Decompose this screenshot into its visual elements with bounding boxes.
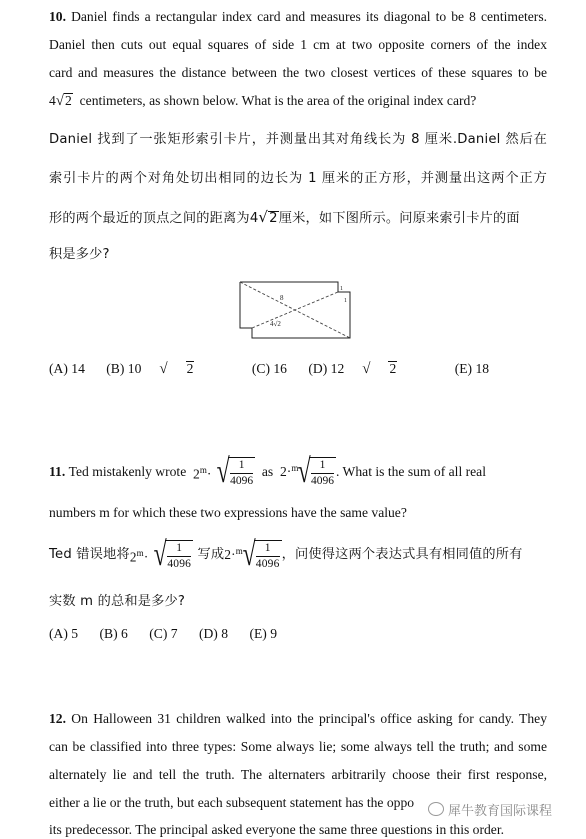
sqrt-symbol: √2 — [55, 93, 72, 109]
index-card-diagram — [236, 280, 356, 340]
short-distance-line — [252, 292, 338, 328]
q10-option-a: (A) 14 — [49, 361, 85, 376]
q11-zh-line2: 实数 m 的总和是多少? — [49, 594, 186, 609]
sqrt-fraction-2: m √ 1 4096 — [291, 453, 334, 490]
label-short: 4√2 — [270, 320, 281, 328]
q10-zh-line3: 形的两个最近的顶点之间的距离为4√2厘米，如下图所示。问原来索引卡片的面 — [49, 208, 520, 226]
q10-options — [49, 360, 507, 378]
expr-3: $2^m\cdot$ — [129, 547, 149, 565]
expr-1: $2^m\cdot$ — [193, 464, 212, 482]
q11-en-line2: numbers m for which these two expressions have the same value? — [49, 505, 407, 520]
q11-en-b: . What is the sum of all real — [336, 464, 486, 479]
q10-en-line4 — [49, 92, 476, 110]
q11-en-a: Ted mistakenly wrote — [68, 464, 187, 479]
q12-line-2: can be classified into three types: Some always lie; some always tell the truth; and some — [49, 739, 547, 754]
watermark-text: 犀牛教育国际课程 — [448, 804, 553, 819]
q12-number: 12. — [49, 711, 66, 726]
q12-line-4: either a lie or the truth, but each subsequent statement has the oppo — [49, 795, 415, 810]
label-side-a: 1 — [340, 286, 343, 292]
label-side-b: 1 — [344, 298, 347, 304]
q12-line-3: alternately lie and tell the truth. The alternaters arbitrarily choose their first response, — [49, 767, 547, 782]
q10-en-line1: Daniel finds a rectangular index card and measures its diagonal to be 8 centimeters. — [71, 9, 548, 24]
q10-option-e: (E) 18 — [454, 361, 490, 376]
q12-line-5: its predecessor. The principal asked everyone the same three questions in this order. — [49, 822, 505, 837]
q11-en-as: as — [261, 464, 274, 479]
q11-option-d: (D) 8 — [198, 626, 229, 641]
q11-options — [49, 625, 295, 643]
q11-option-a: (A) 5 — [49, 626, 79, 641]
q10-number: 10. — [49, 9, 66, 24]
q11-option-b: (B) 6 — [99, 626, 128, 641]
expr-2: 2· — [279, 464, 292, 479]
q11-option-c: (C) 7 — [149, 626, 178, 641]
q11-zh-line1: Ted 错误地将 $2^m\cdot$ √ 1 4096 写成 2· m √ 1 4096 ，问使得这两个表达式具有相同值的所有 — [49, 536, 523, 573]
q10-zh-line4: 积是多少? — [49, 247, 110, 262]
q10-en-line3: card and measures the distance between the two closest vertices of these squares to be — [49, 65, 547, 80]
q10-zh-line1: Daniel 找到了一张矩形索引卡片，并测量出其对角线长为 8 厘米.Daniel 然后在 — [49, 132, 547, 147]
q10-zh-line2: 索引卡片的两个对角处切出相同的边长为 1 厘米的正方形，并测量出这两个正方 — [49, 171, 547, 186]
q10-en-line4-num: 4 — [49, 93, 56, 108]
sqrt-fraction-3: √ 1 4096 — [154, 536, 192, 573]
q10-option-c: (C) 16 — [251, 361, 287, 376]
q10-option-b: (B) 10 √ 2 — [106, 361, 194, 377]
q11-number: 11. — [49, 464, 66, 479]
q10-en-line2: Daniel then cuts out equal squares of side 1 cm at two opposite corners of the index — [49, 37, 547, 52]
q11-line-1 — [49, 452, 486, 492]
sqrt-fraction-1: √ 1 4096 — [216, 453, 254, 490]
q12-line-1: 12. On Halloween 31 children walked into the principal's office asking for candy. They — [49, 711, 547, 726]
q10-line-1 — [49, 8, 547, 26]
watermark — [428, 800, 552, 819]
expr-4: 2· — [224, 547, 236, 562]
wechat-icon — [428, 802, 444, 816]
sqrt-fraction-4: m √ 1 4096 — [235, 536, 280, 573]
q11-option-e: (E) 9 — [249, 626, 277, 641]
q10-en-line4-rest: centimeters, as shown below. What is the area of the original index card? — [79, 93, 477, 108]
label-diagonal: 8 — [280, 294, 284, 302]
sqrt-symbol: √2 — [258, 208, 278, 226]
q10-option-d: (D) 12 √ 2 — [308, 361, 397, 377]
